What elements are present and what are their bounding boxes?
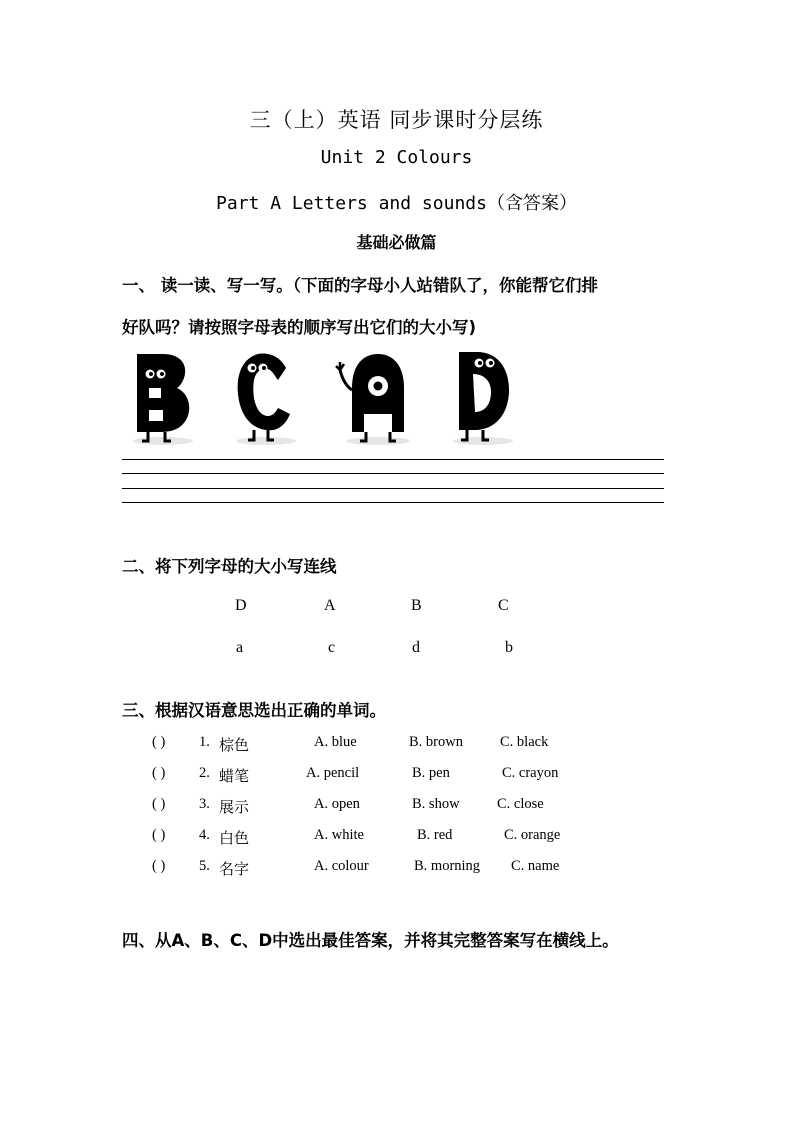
question-chinese: 蜡笔 bbox=[219, 767, 250, 785]
uppercase-letter[interactable]: B bbox=[411, 597, 422, 614]
letter-a-character-icon bbox=[330, 348, 420, 448]
question-chinese: 白色 bbox=[219, 829, 250, 847]
option-a[interactable]: A. blue bbox=[314, 734, 357, 750]
answer-blank[interactable]: ( ) bbox=[152, 765, 166, 781]
worksheet-title: 三（上）英语 同步课时分层练 bbox=[249, 108, 544, 132]
part-title-en: Part A Letters and sounds bbox=[216, 193, 487, 214]
section2-heading: 二、将下列字母的大小写连线 bbox=[122, 557, 337, 576]
lowercase-letter[interactable]: b bbox=[505, 639, 513, 656]
section1-heading-line1: 一、 读一读、写一写。（下面的字母小人站错队了，你能帮它们排 bbox=[122, 276, 598, 295]
question-number: 4. bbox=[199, 827, 210, 843]
question-number: 5. bbox=[199, 858, 210, 874]
question-number: 1. bbox=[199, 734, 210, 750]
option-a[interactable]: A. open bbox=[314, 796, 360, 812]
option-c[interactable]: C. name bbox=[511, 858, 560, 874]
option-a[interactable]: A. colour bbox=[314, 858, 369, 874]
writing-line[interactable] bbox=[122, 473, 664, 474]
option-b[interactable]: B. pen bbox=[412, 765, 450, 781]
option-b[interactable]: B. brown bbox=[409, 734, 463, 750]
part-title-cn: （含答案） bbox=[486, 193, 577, 214]
answer-blank[interactable]: ( ) bbox=[152, 734, 166, 750]
letter-d-character-icon bbox=[445, 348, 535, 448]
option-b[interactable]: B. show bbox=[412, 796, 460, 812]
part-title bbox=[0, 189, 793, 215]
lowercase-letter[interactable]: a bbox=[236, 639, 244, 656]
writing-line[interactable] bbox=[122, 488, 664, 489]
answer-blank[interactable]: ( ) bbox=[152, 827, 166, 843]
letter-characters-illustration bbox=[120, 348, 540, 448]
uppercase-letter[interactable]: D bbox=[235, 597, 247, 614]
uppercase-letter[interactable]: A bbox=[324, 597, 336, 614]
section1-heading-line2: 好队吗？请按照字母表的顺序写出它们的大小写) bbox=[122, 318, 477, 337]
option-c[interactable]: C. orange bbox=[504, 827, 561, 843]
section3-heading: 三、根据汉语意思选出正确的单词。 bbox=[122, 701, 386, 720]
unit-title: Unit 2 Colours bbox=[320, 147, 473, 168]
option-b[interactable]: B. red bbox=[417, 827, 453, 843]
writing-line[interactable] bbox=[122, 502, 664, 503]
option-c[interactable]: C. close bbox=[497, 796, 544, 812]
answer-blank[interactable]: ( ) bbox=[152, 858, 166, 874]
lowercase-letter[interactable]: d bbox=[412, 639, 420, 656]
option-a[interactable]: A. pencil bbox=[306, 765, 360, 781]
question-number: 2. bbox=[199, 765, 210, 781]
question-number: 3. bbox=[199, 796, 210, 812]
option-c[interactable]: C. black bbox=[500, 734, 549, 750]
question-chinese: 展示 bbox=[219, 798, 250, 816]
answer-blank[interactable]: ( ) bbox=[152, 796, 166, 812]
letter-c-character-icon bbox=[228, 348, 318, 448]
section-subtitle: 基础必做篇 bbox=[356, 233, 437, 252]
lowercase-letter[interactable]: c bbox=[328, 639, 336, 656]
option-b[interactable]: B. morning bbox=[414, 858, 481, 874]
question-chinese: 名字 bbox=[219, 860, 250, 878]
uppercase-letter[interactable]: C bbox=[498, 597, 509, 614]
letter-b-character-icon bbox=[130, 348, 220, 448]
section4-heading: 四、从A、B、C、D中选出最佳答案，并将其完整答案写在横线上。 bbox=[122, 931, 619, 950]
question-chinese: 棕色 bbox=[219, 736, 250, 754]
writing-line[interactable] bbox=[122, 459, 664, 460]
option-a[interactable]: A. white bbox=[314, 827, 364, 843]
option-c[interactable]: C. crayon bbox=[502, 765, 559, 781]
